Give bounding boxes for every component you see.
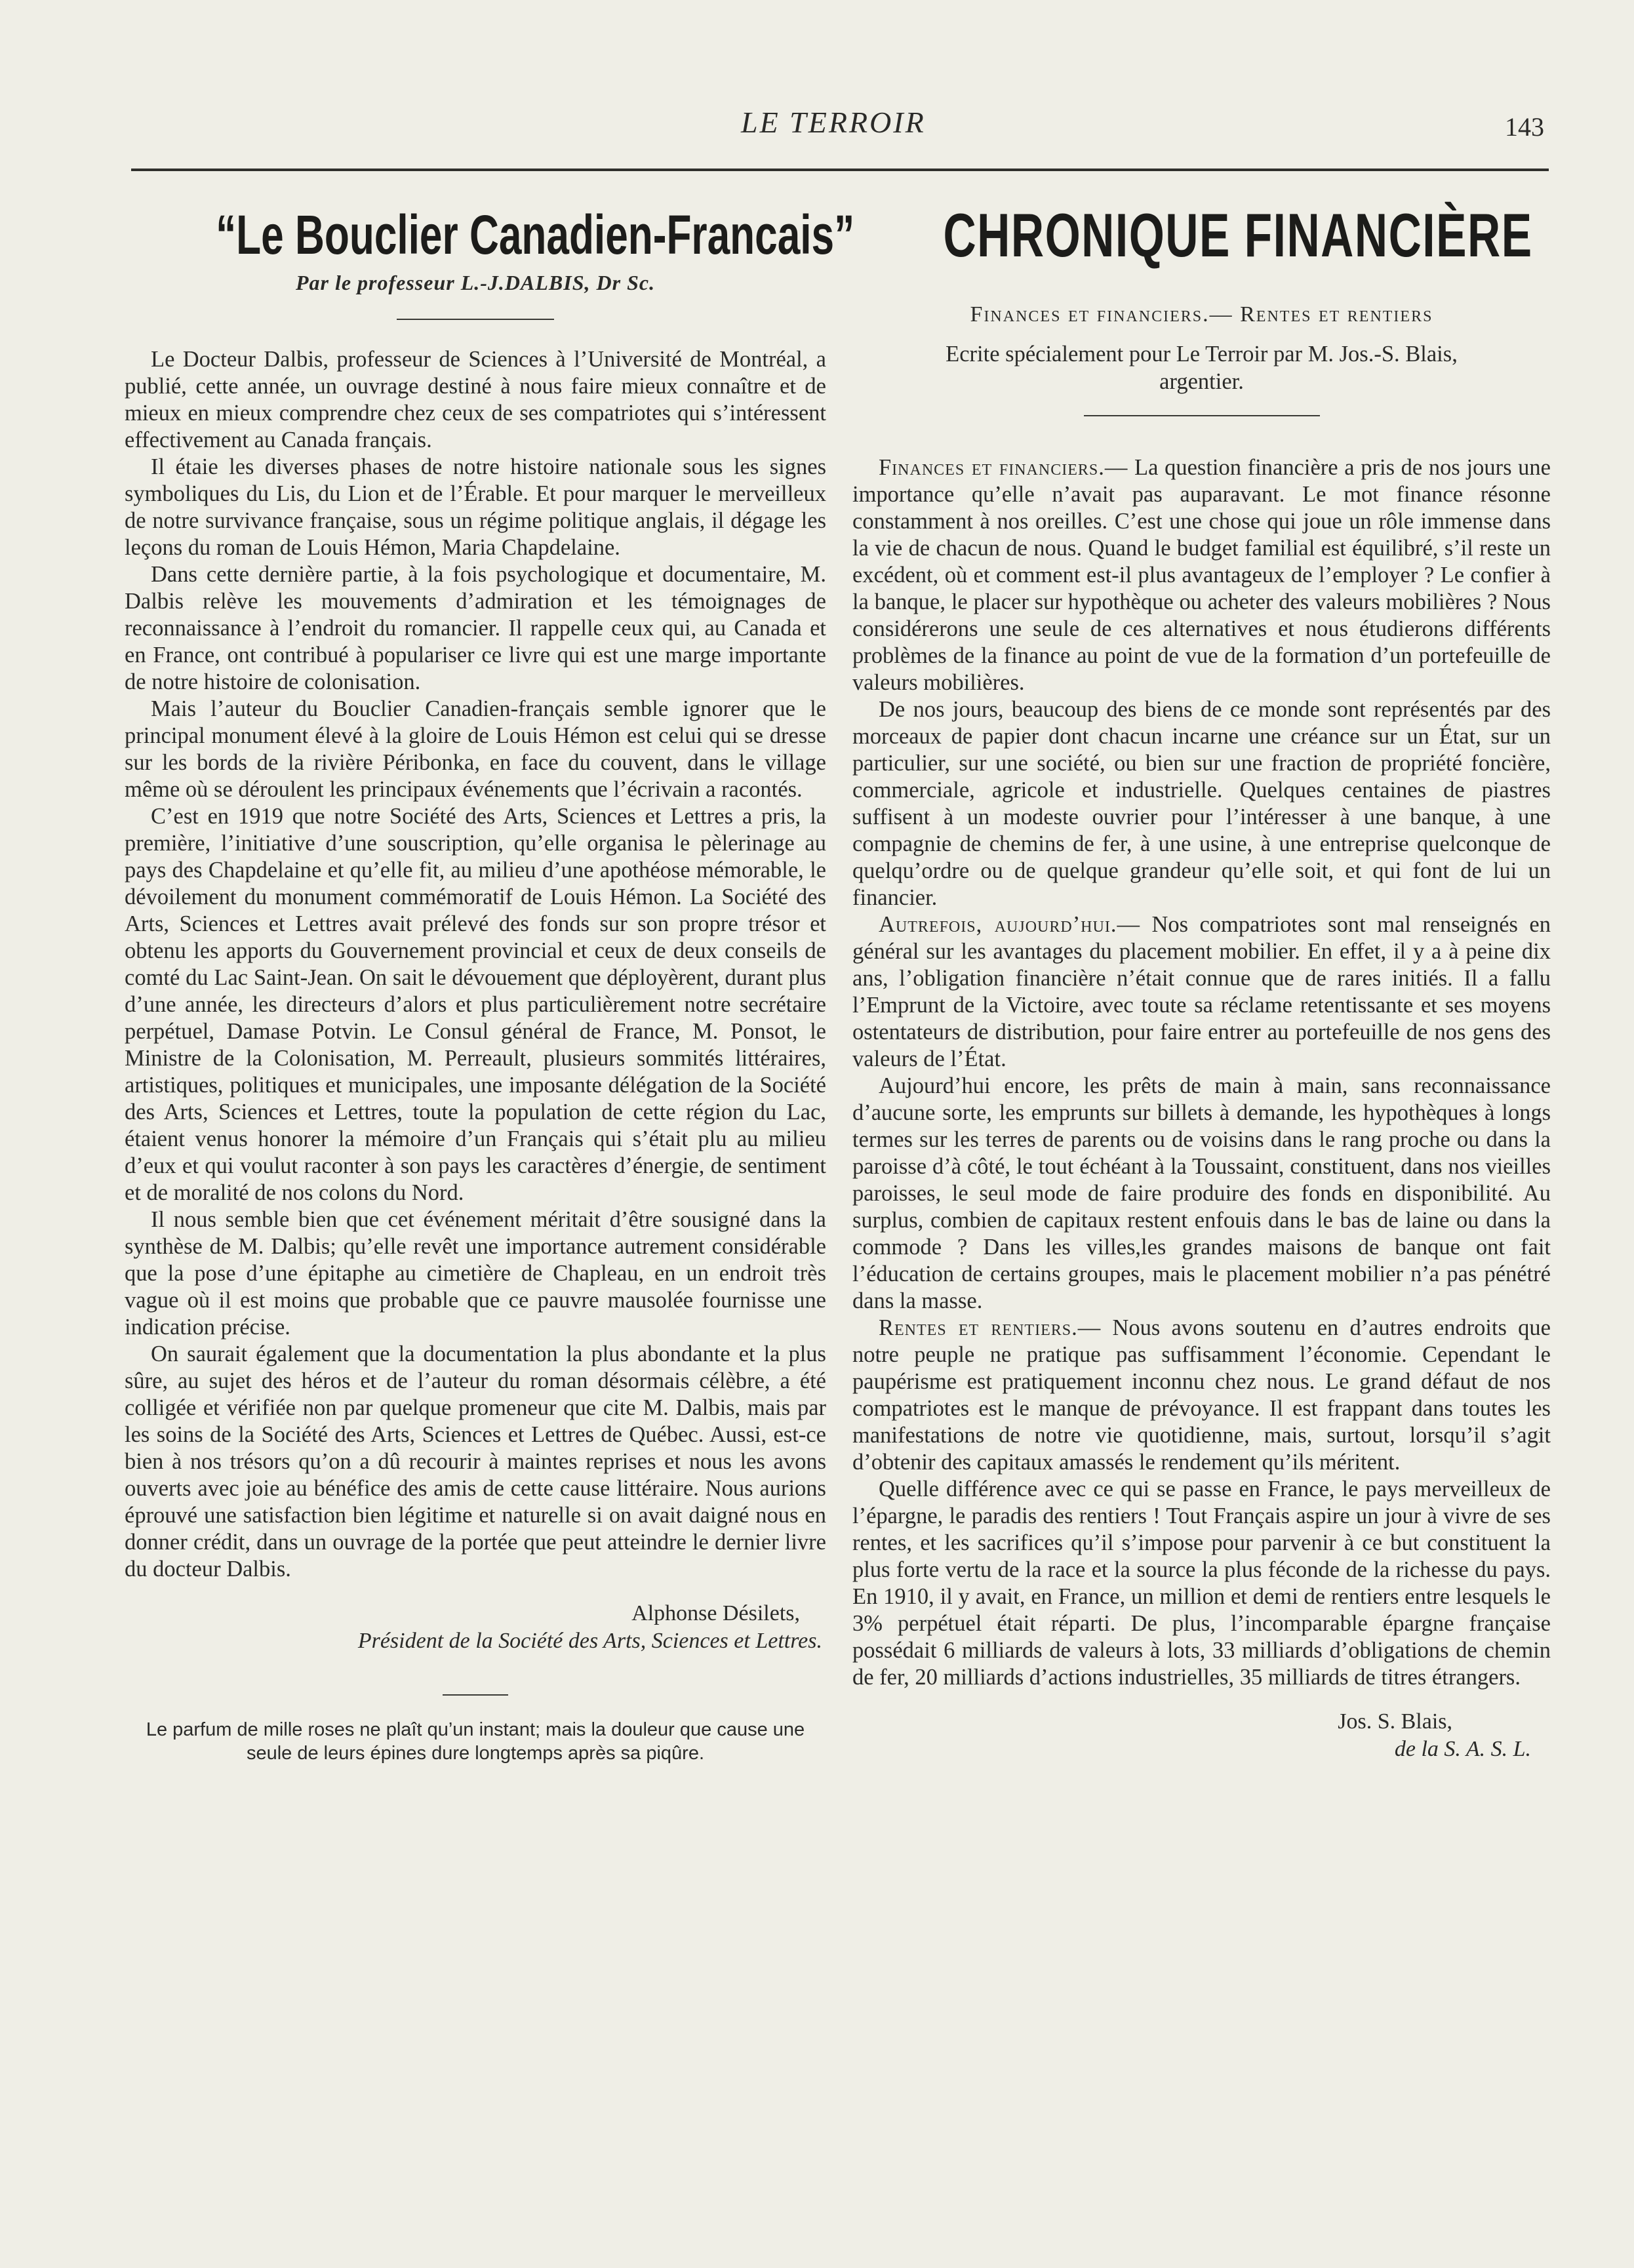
section-paragraph — [852, 1315, 1551, 1476]
right-signature-name: Jos. S. Blais, — [1338, 1709, 1452, 1734]
section-heading-rentes: Rentes et rentiers.— — [879, 1315, 1102, 1340]
left-paragraph: On saurait également que la documentation la plus abondante et la plus sûre, au sujet des héros et de l’auteur du roman désormais célèbre, a été colligée et vérifiée non par quelque promeneur que cite M. Dalbis, mais par les soins de la Société des Arts, Sciences et Lettres de Québec. Aussi, est-ce bien à nos trésors qu’on a dû recourir à maintes reprises et nous les avons ouverts avec joie au bénéfice des amis de cette cause littéraire. Nous aurions éprouvé une satisfaction bien légitime et naturelle si on avait daigné nous en donner crédit, dans un ouvrage de la portée que peut atteindre le dernier livre du docteur Dalbis. — [125, 1342, 826, 1582]
magazine-title: LE TERROIR — [741, 106, 926, 139]
left-column — [125, 197, 855, 1765]
left-paragraph: Il nous semble bien que cet événement méritait d’être sousigné dans la synthèse de M. Dalbis; qu’elle revêt une importance autrement considérable que la pose d’une épitaphe au cimetière de Chapleau, en un endroit très vague où il est moins que probable que ce pauvre mausolée fournisse une indication précise. — [125, 1207, 826, 1340]
left-paragraph: C’est en 1919 que notre Société des Arts, Sciences et Lettres a pris, la première, l’initiative d’une souscription, qu’elle organisa le pèlerinage au pays des Chapdelaine et qu’elle fit, au milieu d’une apothéose mémorable, le dévoilement du monument commémoratif de Louis Hémon. La Société des Arts, Sciences et Lettres avait prélevé des fonds sur son propre trésor et obtenu les apports du Gouvernement provincial et ceux de deux conseils de comté du Lac Saint-Jean. On sait le dévouement que déployèrent, durant plus d’une année, les directeurs d’alors et plus particulièrement notre secrétaire perpétuel, Damase Potvin. Le Consul général de France, M. Ponsot, le Ministre de la Colonisation, M. Perreault, plusieurs sommités littéraires, artistiques, politiques et municipales, une imposante délégation de la Société des Arts, Sciences et Lettres, toute la population de cette région du Lac, étaient venus honorer la mémoire d’un Français qui s’était plu au milieu d’eux et qui voulut raconter à son pays les caractères d’énergie, de sentiment et de moralité de nos colons du Nord. — [125, 804, 826, 1205]
section-text: Nous avons soutenu en d’autres endroits que notre peuple ne pratique pas suffisamment l’économie. Cependant le paupérisme est pratiquement inconnu chez nous. Le grand défaut de nos compatriotes est le manque de prévoyance. Il est frappant dans toutes les manifestations de notre vie quotidienne, mais, surtout, lorsqu’il s’agit d’obtenir des capitaux amassés le rendement qu’ils méritent. — [852, 1315, 1551, 1475]
page-number: 143 — [1505, 112, 1544, 142]
section-paragraph: Quelle différence avec ce qui se passe en France, le pays merveilleux de l’épargne, le paradis des rentiers ! Tout Français aspire un jour à vivre de ses rentes, et les sacrifices qu’il s’impose pour parvenir à ce but constituent la plus forte vertu de la race et la source la plus féconde de la richesse du pays. En 1910, il y avait, en France, un million et demi de rentiers entre lesquels le 3% perpétuel était réparti. De plus, l’incomparable épargne française possédait 6 milliards de valeurs à lots, 33 milliards d’obligations de chemin de fer, 20 milliards d’actions industrielles, 35 milliards de titres étrangers. — [852, 1477, 1551, 1690]
right-article-title: CHRONIQUE FINANCIÈRE — [943, 201, 1533, 269]
section-text: La question financière a pris de nos jours une importance qu’elle n’avait pas auparavant. Le mot finance résonne constamment à nos oreilles. C’est une chose qui joue un rôle immense dans la vie de chacun de nous. Quand le budget familial est équilibré, s’il reste un excédent, où et comment est-il plus avantageux de l’employer ? Le confier à la banque, le placer sur hypothèque ou acheter des valeurs mobilières ? Nous considérerons une seule de ces alternatives et nous étudierons différents problèmes de la finance au point de vue de la formation d’un portefeuille de valeurs mobilières. — [852, 455, 1551, 695]
section-text: Nos compatriotes sont mal renseignés en général sur les avantages du placement mobilier. En effet, il y a à peine dix ans, l’obligation financière n’était connue que de rares initiés. Il a fallu l’Emprunt de la Victoire, avec toute sa réclame retentissante et ses moyens ostentateurs de distribution, pour faire entrer au portefeuille de nos gens des valeurs de l’État. — [852, 912, 1551, 1071]
credit-line-1: Ecrite spécialement pour Le Terroir par M. Jos.-S. Blais, — [946, 342, 1458, 367]
section-heading-finances: Finances et financiers.— — [879, 455, 1128, 480]
header-rule — [131, 169, 1549, 171]
left-paragraph: Mais l’auteur du Bouclier Canadien-français semble ignorer que le principal monument élevé à la gloire de Louis Hémon est celui qui se dresse sur les bords de la rivière Péribonka, en face du couvent, dans le village même où se déroulent les principaux événements que l’écrivain a racontés. — [125, 696, 826, 802]
left-paragraph: Il étaie les diverses phases de notre histoire nationale sous les signes symboliques du Lis, du Lion et de l’Érable. Et pour marquer le merveilleux de notre survivance française, sous un régime politique anglais, il dégage les leçons du roman de Louis Hémon, Maria Chapdelaine. — [125, 454, 826, 560]
right-signature-org: de la S. A. S. L. — [1394, 1737, 1531, 1761]
credit-line-2: argentier. — [1159, 369, 1244, 394]
section-paragraph: De nos jours, beaucoup des biens de ce monde sont représentés par des morceaux de papier dont chacun incarne une créance sur un État, sur un particulier, sur une société, ou bien sur une fraction de propriété foncière, commerciale, agricole et industrielle. Quelques centaines de piastres suffisent à un modeste ouvrier pour l’intéresser à une banque, à une compagnie de chemins de fer, à une usine, à une entreprise quelconque de quelqu’ordre ou de quelque grandeur qu’elle soit, et qui font de lui un financier. — [852, 697, 1551, 910]
section-paragraph — [852, 911, 1551, 1073]
quote-rule — [443, 1694, 508, 1696]
right-column — [852, 197, 1551, 1763]
left-paragraph: Dans cette dernière partie, à la fois psychologique et documentaire, M. Dalbis relève les mouvements d’admiration et les témoignages de reconnaissance à l’endroit du romancier. Il rappelle ceux qui, au Canada et en France, ont contribué à populariser ce livre qui est une marge importante de notre histoire de colonisation. — [125, 562, 826, 694]
running-header — [0, 105, 1634, 144]
left-article-byline: Par le professeur L.-J.DALBIS, Dr Sc. — [295, 271, 656, 294]
left-signature-role: Président de la Société des Arts, Sciences et Lettres. — [357, 1629, 822, 1653]
section-paragraph: Aujourd’hui encore, les prêts de main à main, sans reconnaissance d’aucune sorte, les emprunts sur billets à demande, les hypothèques à longs termes sur les terres de parents ou de voisins dans le rang proche ou dans la paroisse d’à côté, le tout échéant à la Toussaint, constituent, dans nos vieilles paroisses, le seul mode de faire produire des fonds en disponibilité. Au surplus, combien de capitaux restent enfouis dans le bas de laine ou dans la commode ? Dans les villes,les grandes maisons de banque ont fait l’éducation de certains groupes, mais le placement mobilier n’a pas pénétré dans la masse. — [852, 1073, 1551, 1313]
section-paragraph — [852, 454, 1551, 696]
closing-quote: Le parfum de mille roses ne plaît qu’un instant; mais la douleur que cause une seule de leurs épines dure longtemps après sa piqûre. — [146, 1719, 805, 1764]
right-article-credit — [852, 340, 1551, 395]
left-title-rule — [397, 319, 554, 320]
section-heading-autrefois: Autrefois, aujourd’hui.— — [879, 912, 1140, 937]
right-article-subheading: Finances et financiers.— Rentes et rentiers — [970, 302, 1433, 327]
left-paragraph: Le Docteur Dalbis, professeur de Sciences à l’Université de Montréal, a publié, cette année, un ouvrage destiné à nous faire mieux connaître et de mieux en mieux comprendre chez ceux de ses compatriotes qui s’intéressent effectivement au Canada français. — [125, 347, 826, 452]
left-article-title: “Le Bouclier Canadien-Francais” — [216, 204, 855, 266]
left-signature-name: Alphonse Désilets, — [631, 1601, 800, 1625]
right-title-rule — [1084, 415, 1320, 416]
